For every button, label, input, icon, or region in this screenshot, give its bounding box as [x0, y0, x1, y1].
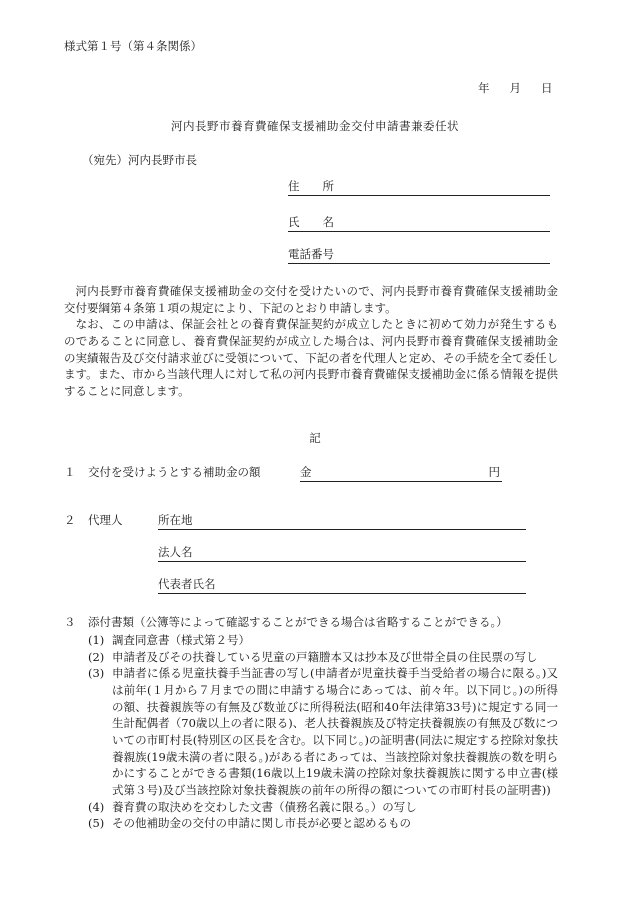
- agent-corp-name-label: 法人名: [158, 545, 193, 559]
- applicant-name-label: 氏 名: [288, 215, 334, 229]
- list-item-number: (3): [88, 666, 105, 681]
- agent-representative-label: 代表者氏名: [158, 577, 216, 591]
- list-item-text: その他補助金の交付の申請に関し市長が必要と認めるもの: [112, 816, 411, 831]
- agent-location-field[interactable]: [158, 512, 526, 530]
- list-item-number: (5): [88, 816, 105, 831]
- attachment-list: [88, 632, 558, 832]
- item-1-label: 交付を受けようとする補助金の額: [88, 465, 261, 479]
- body-paragraph-2: なお、この申請は、保証会社との養育費保証契約が成立したときに初めて効力が発生するものであることに同意し、養育費保証契約が成立した場合は、河内長野市養育費確保支援補助金の実績報告及び交付請求並びに受領について、下記の者を代理人と定め、その手続を全て委任します。また、市から当該代理人に対して私の河内長野市養育費確保支援補助金に係る情報を提供することに同意します。: [64, 317, 558, 399]
- agent-location-label: 所在地: [158, 513, 193, 527]
- body-paragraph-1: 河内長野市養育費確保支援補助金の交付を受けたいので、河内長野市養育費確保支援補助金交付要綱第４条第１項の規定により、下記のとおり申請します。: [64, 284, 558, 315]
- list-item-number: (4): [88, 799, 105, 814]
- body-text: [64, 283, 558, 400]
- agent-representative-field[interactable]: [158, 576, 526, 594]
- list-item-number: (2): [88, 649, 105, 664]
- list-item-text: 申請者に係る児童扶養手当証書の写し(申請者が児童扶養手当受給者の場合に限る。)又は前年(１月から７月までの間に申請する場合にあっては、前々年。以下同じ。)の所得の額、扶養親族等の有無及び数並びに所得税法(昭和40年法律第33号)に規定する同一生計配偶者（70歳以上の者に限る)、老人扶養親族及び特定扶養親族の有無及び数についての市町村長(特別区の区長を含む。以下同じ。)の証明書(同法に規定する控除対象扶養親族(19歳未満の者に限る。)がある者にあっては、当該控除対象扶養親族の数を明らかにすることができる書類(16歳以上19歳未満の控除対象扶養親族に関する申立書(様式第３号)及び当該控除対象扶養親族の前年の所得の額についての市町村長の証明書)): [112, 666, 558, 798]
- ki-heading: 記: [309, 431, 321, 445]
- item-1: [64, 464, 261, 481]
- item-2-number: ２: [64, 513, 76, 527]
- amount-suffix: 円: [488, 465, 500, 479]
- list-item-text: 調査同意書（様式第２号）: [112, 633, 250, 647]
- date-day: 日: [541, 81, 553, 95]
- list-item-number: (1): [88, 633, 105, 647]
- applicant-address-label: 住 所: [288, 179, 334, 193]
- date-month: 月: [509, 81, 521, 95]
- amount-field[interactable]: [300, 464, 502, 482]
- applicant-phone-field[interactable]: [288, 246, 550, 264]
- item-2: [64, 512, 123, 529]
- list-item: [88, 665, 558, 798]
- agent-corp-name-field[interactable]: [158, 544, 526, 562]
- item-3-number: ３: [64, 615, 76, 629]
- item-1-number: １: [64, 465, 76, 479]
- list-item: [88, 799, 558, 816]
- applicant-name-field[interactable]: [288, 214, 550, 232]
- list-item: [88, 815, 558, 832]
- item-3-label: 添付書類（公簿等によって確認することができる場合は省略することができる。）: [88, 615, 508, 629]
- date-year: 年: [478, 81, 490, 95]
- item-2-label: 代理人: [88, 513, 123, 527]
- addressee: （宛先）河内長野市長: [82, 153, 197, 167]
- form-number: 様式第１号（第４条関係）: [64, 39, 202, 53]
- list-item-text: 申請者及びその扶養している児童の戸籍謄本又は抄本及び世帯全員の住民票の写し: [112, 649, 538, 664]
- applicant-address-field[interactable]: [288, 178, 550, 196]
- list-item: [88, 632, 558, 649]
- list-item-text: 養育費の取決めを交わした文書（債務名義に限る。）の写し: [112, 799, 417, 814]
- date-line: [478, 80, 553, 97]
- applicant-phone-label: 電話番号: [288, 247, 334, 261]
- amount-prefix: 金: [300, 465, 312, 479]
- document-title: 河内長野市養育費確保支援補助金交付申請書兼委任状: [171, 119, 459, 133]
- item-3: [64, 614, 508, 631]
- list-item: [88, 649, 558, 666]
